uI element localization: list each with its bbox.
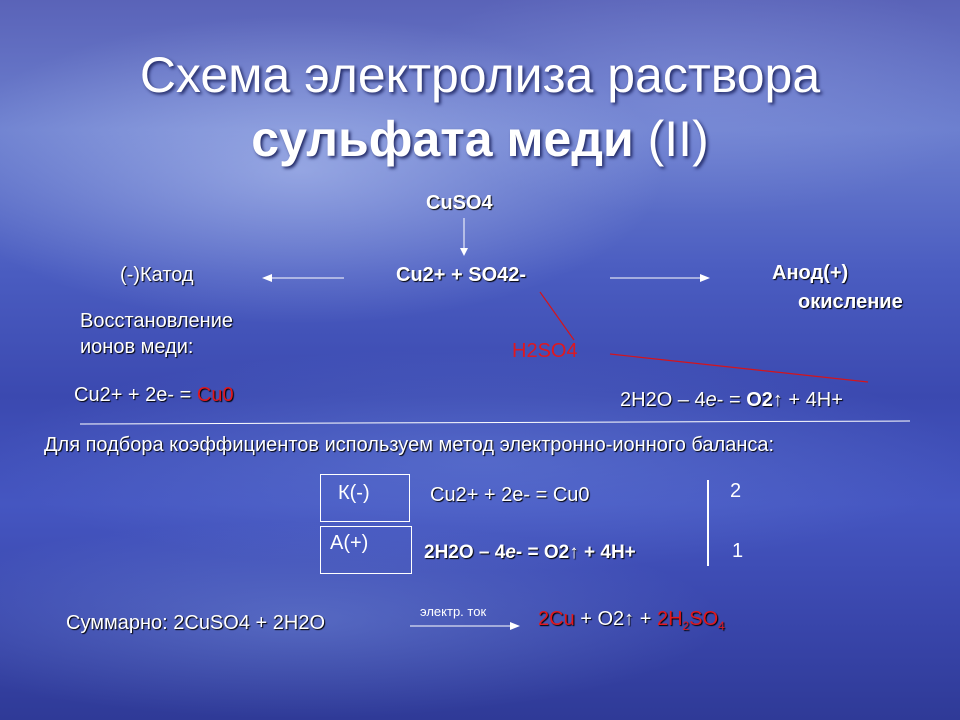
balance-anode-part3: ↑ + 4H+ xyxy=(569,542,636,563)
summary-arrow-label: электр. ток xyxy=(420,604,487,619)
product-acid-so: SO xyxy=(689,608,719,630)
top-formula: CuSO4 xyxy=(426,192,493,214)
title-normal-part: (II) xyxy=(633,111,709,167)
anode-reaction-part1: 2H2O – 4 xyxy=(620,389,706,411)
title-bold-part: сульфата меди xyxy=(251,111,634,167)
anode-reaction-o2: O2 xyxy=(746,389,773,411)
cathode-reaction-left: Cu2+ + 2e- = xyxy=(74,384,197,406)
balance-anode-part1: 2H2O – 4 xyxy=(424,542,506,563)
product-acid-h: 2H xyxy=(656,608,683,630)
cathode-process-line2: ионов меди: xyxy=(80,336,194,358)
balance-anode-reaction xyxy=(424,542,636,564)
product-acid-sub2: 4 xyxy=(718,619,725,633)
red-link-h-plus xyxy=(610,354,868,382)
summary-arrow-head xyxy=(510,622,520,630)
cathode-label: (-)Катод xyxy=(120,264,194,286)
cathode-reaction-product: Cu0 xyxy=(196,384,234,406)
summary-label: Суммарно: 2CuSO4 + 2H2O xyxy=(66,612,325,634)
red-link-so4 xyxy=(540,292,574,340)
balance-anode-label: A(+) xyxy=(330,532,369,554)
balance-cathode-coef: 2 xyxy=(730,480,742,502)
anode-reaction-part2: - = xyxy=(716,389,747,411)
balance-anode-coef: 1 xyxy=(732,540,744,562)
balance-anode-e: e xyxy=(505,542,516,563)
balance-cathode-label: К(-) xyxy=(338,482,370,504)
product-cu: 2Cu xyxy=(538,608,575,630)
right-arrow-head xyxy=(700,274,710,282)
method-text: Для подбора коэффициентов используем метод электронно-ионного баланса: xyxy=(44,434,775,456)
down-arrow-head xyxy=(460,248,468,256)
dissociation-equation: Cu2+ + SO42- xyxy=(396,264,527,286)
anode-label: Анод(+) xyxy=(772,262,849,284)
left-arrow-head xyxy=(262,274,272,282)
h2so4-label: H2SO4 xyxy=(512,340,578,362)
product-acid-sub1: 2 xyxy=(682,619,690,633)
product-mid: + O2↑ + xyxy=(574,608,657,630)
cathode-process-line1: Восстановление xyxy=(80,310,233,332)
balance-anode-part2: - = O2 xyxy=(515,542,570,563)
anode-process: окисление xyxy=(798,291,903,313)
separator-line xyxy=(80,421,910,424)
summary-products xyxy=(538,608,725,633)
slide-title-line1: Схема электролиза раствора xyxy=(139,47,821,103)
anode-reaction-part3: ↑ + 4H+ xyxy=(772,389,843,411)
anode-reaction-e: e xyxy=(705,389,717,411)
balance-cathode-reaction: Cu2+ + 2e- = Cu0 xyxy=(430,484,590,506)
